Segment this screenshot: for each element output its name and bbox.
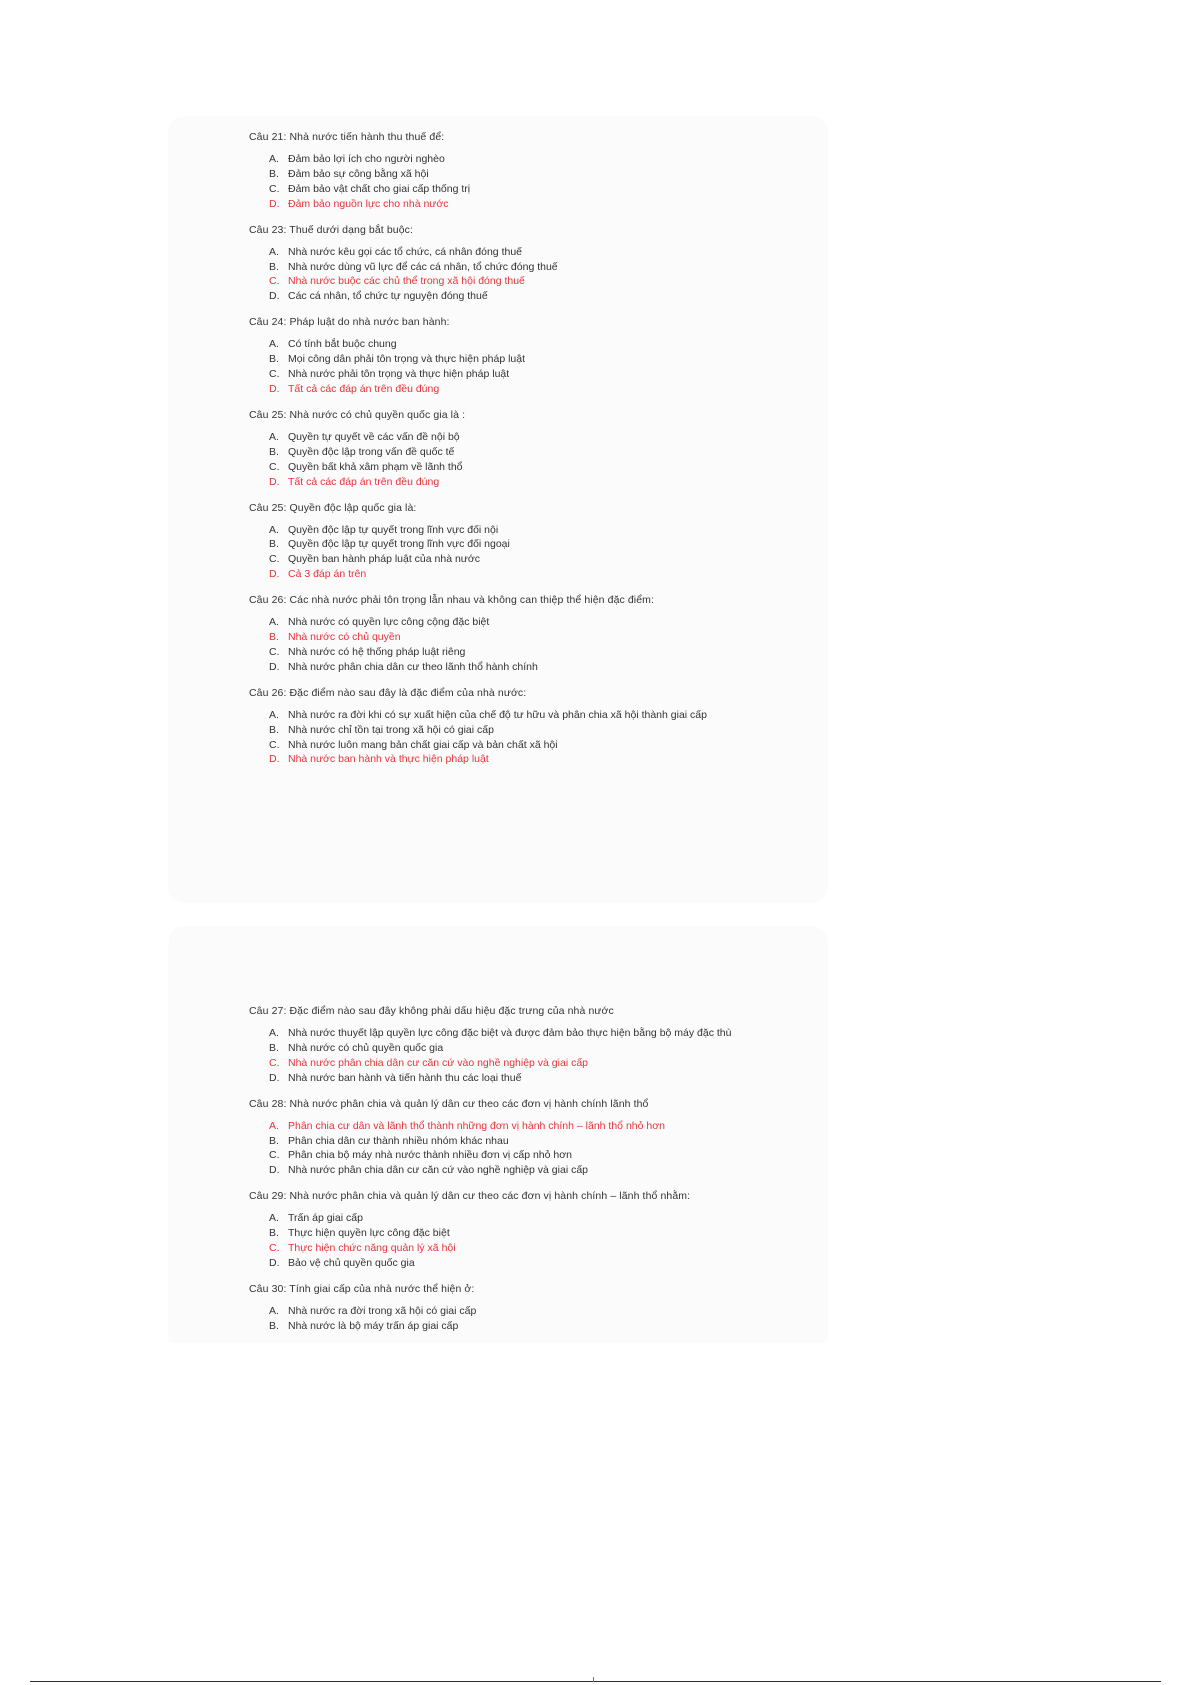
question-list [249, 130, 766, 778]
question-text: Câu 26: Đặc điểm nào sau đây là đặc điểm của nhà nước: [249, 686, 527, 699]
answer-option [269, 552, 766, 567]
answer-option [269, 1226, 766, 1241]
page-bottom-tick [593, 1677, 594, 1682]
option-text: Nhà nước có chủ quyền quốc gia [288, 1041, 444, 1054]
answer-option [269, 523, 766, 538]
option-text: Nhà nước luôn mang bản chất giai cấp và bản chất xã hội [288, 738, 558, 751]
option-text: Nhà nước ra đời trong xã hội có giai cấp [288, 1304, 477, 1317]
answer-option-correct [269, 197, 766, 212]
answer-option [269, 1071, 766, 1086]
question [249, 501, 766, 583]
option-text: Nhà nước phân chia dân cư căn cứ vào nghề nghiệp và giai cấp [288, 1164, 588, 1177]
option-text: Tất cả các đáp án trên đều đúng [288, 382, 440, 395]
quiz-card-1 [170, 118, 826, 901]
quiz-card-2 [170, 928, 826, 1341]
option-list [249, 152, 766, 212]
option-letter: B. [269, 1134, 279, 1147]
option-letter: D. [269, 382, 280, 395]
option-letter: D. [269, 660, 280, 673]
question-text: Câu 27: Đặc điểm nào sau đây không phải dấu hiệu đặc trưng của nhà nước [249, 1005, 614, 1017]
option-letter: C. [269, 1242, 280, 1255]
answer-option [269, 1134, 766, 1149]
answer-option [269, 1319, 766, 1334]
option-text: Nhà nước kêu gọi các tổ chức, cá nhân đóng thuế [288, 245, 523, 258]
question-text: Câu 25: Quyền độc lập quốc gia là: [249, 501, 417, 514]
answer-option [269, 537, 766, 552]
option-letter: B. [269, 538, 279, 551]
option-letter: A. [269, 430, 279, 443]
option-letter: A. [269, 708, 279, 721]
option-letter: C. [269, 182, 280, 195]
question-text: Câu 21: Nhà nước tiến hành thu thuế để: [249, 131, 445, 143]
option-letter: A. [269, 1027, 279, 1039]
answer-option [269, 660, 766, 675]
option-letter: B. [269, 1227, 279, 1240]
option-list [249, 245, 766, 305]
answer-option [269, 738, 766, 753]
option-text: Quyền độc lập tự quyết trong lĩnh vực đối nội [288, 523, 499, 536]
question [249, 1282, 766, 1334]
option-text: Trấn áp giai cấp [288, 1212, 363, 1225]
question-list [249, 1004, 766, 1341]
option-letter: C. [269, 1056, 280, 1069]
option-letter: C. [269, 645, 280, 658]
question [249, 1097, 766, 1179]
option-letter: A. [269, 1119, 279, 1132]
question [249, 408, 766, 490]
option-text: Nhà nước ra đời khi có sự xuất hiện của chế độ tư hữu và phân chia xã hội thành giai cấp [288, 708, 707, 721]
option-letter: C. [269, 460, 280, 473]
answer-option [269, 723, 766, 738]
option-text: Nhà nước dùng vũ lực để các cá nhân, tổ chức đóng thuế [288, 260, 558, 273]
question-text: Câu 26: Các nhà nước phải tôn trọng lẫn nhau và không can thiệp thể hiện đặc điểm: [249, 594, 655, 607]
answer-option-correct [269, 1241, 766, 1256]
answer-option [269, 367, 766, 382]
option-letter: B. [269, 723, 279, 736]
question [249, 130, 766, 212]
option-list [249, 708, 766, 768]
option-letter: A. [269, 153, 279, 165]
answer-option [269, 708, 766, 723]
option-letter: C. [269, 738, 280, 751]
question-text: Câu 30: Tính giai cấp của nhà nước thể hiện ở: [249, 1282, 475, 1295]
option-letter: D. [269, 753, 280, 766]
option-letter: B. [269, 631, 279, 644]
option-letter: A. [269, 1212, 279, 1225]
option-letter: A. [269, 616, 279, 629]
option-text: Đảm bảo vật chất cho giai cấp thống trị [288, 182, 471, 195]
option-text: Tất cả các đáp án trên đều đúng [288, 475, 440, 488]
option-text: Phân chia dân cư thành nhiều nhóm khác nhau [288, 1134, 509, 1147]
answer-option [269, 430, 766, 445]
option-text: Nhà nước phân chia dân cư theo lãnh thổ hành chính [288, 660, 538, 673]
question [249, 315, 766, 397]
answer-option [269, 460, 766, 475]
answer-option [269, 645, 766, 660]
question-text: Câu 24: Pháp luật do nhà nước ban hành: [249, 316, 450, 329]
option-text: Nhà nước có hệ thống pháp luật riêng [288, 645, 466, 658]
option-letter: B. [269, 260, 279, 273]
option-text: Nhà nước có quyền lực công cộng đặc biệt [288, 616, 490, 629]
option-text: Nhà nước phân chia dân cư căn cứ vào nghề nghiệp và giai cấp [288, 1056, 588, 1069]
question [249, 1004, 766, 1086]
option-letter: D. [269, 568, 280, 581]
option-text: Quyền độc lập trong vấn đề quốc tế [288, 445, 455, 458]
answer-option [269, 1026, 766, 1041]
page-bottom-rule [30, 1681, 1161, 1682]
answer-option-correct [269, 752, 766, 767]
option-text: Nhà nước thuyết lập quyền lực công đặc biệt và được đảm bảo thực hiện bằng bộ máy đặc thù [288, 1027, 732, 1039]
option-text: Cả 3 đáp án trên [288, 568, 367, 581]
option-text: Đảm bảo nguồn lực cho nhà nước [288, 197, 449, 210]
option-text: Nhà nước là bộ máy trấn áp giai cấp [288, 1319, 459, 1332]
option-text: Nhà nước ban hành và thực hiện pháp luật [288, 753, 489, 766]
answer-option [269, 167, 766, 182]
option-text: Quyền tự quyết về các vấn đề nội bộ [288, 430, 460, 443]
option-letter: D. [269, 290, 280, 303]
option-letter: A. [269, 338, 279, 351]
question [249, 593, 766, 675]
option-text: Đảm bảo lợi ích cho người nghèo [288, 153, 445, 165]
option-letter: B. [269, 445, 279, 458]
question-text: Câu 25: Nhà nước có chủ quyền quốc gia là : [249, 408, 466, 421]
answer-option [269, 245, 766, 260]
option-letter: A. [269, 245, 279, 258]
option-letter: D. [269, 1071, 280, 1084]
option-text: Bảo vệ chủ quyền quốc gia [288, 1256, 415, 1269]
option-text: Nhà nước ban hành và tiến hành thu các loại thuế [288, 1071, 522, 1084]
option-text: Quyền ban hành pháp luật của nhà nước [288, 553, 480, 566]
option-text: Nhà nước buộc các chủ thể trong xã hội đóng thuế [288, 275, 525, 288]
option-text: Các cá nhân, tổ chức tự nguyện đóng thuế [288, 290, 488, 303]
option-list [249, 337, 766, 397]
answer-option-correct [269, 274, 766, 289]
option-letter: C. [269, 553, 280, 566]
answer-option-correct [269, 1056, 766, 1071]
question [249, 1189, 766, 1271]
option-text: Đảm bảo sự công bằng xã hội [288, 167, 429, 180]
option-letter: B. [269, 1319, 279, 1332]
answer-option-correct [269, 630, 766, 645]
question [249, 223, 766, 305]
answer-option [269, 337, 766, 352]
answer-option [269, 260, 766, 275]
answer-option [269, 1163, 766, 1178]
answer-option [269, 352, 766, 367]
answer-option [269, 289, 766, 304]
option-text: Nhà nước phải tôn trọng và thực hiện pháp luật [288, 368, 510, 381]
answer-option [269, 1211, 766, 1226]
option-letter: C. [269, 368, 280, 381]
answer-option [269, 1148, 766, 1163]
option-text: Mọi công dân phải tôn trọng và thực hiện pháp luật [288, 353, 526, 366]
option-text: Thực hiện quyền lực công đặc biệt [288, 1227, 450, 1240]
answer-option-correct [269, 1119, 766, 1134]
option-letter: A. [269, 1304, 279, 1317]
answer-option [269, 445, 766, 460]
option-letter: C. [269, 1149, 280, 1162]
option-text: Nhà nước có chủ quyền [288, 631, 401, 644]
option-letter: B. [269, 167, 279, 180]
question-text: Câu 28: Nhà nước phân chia và quản lý dân cư theo các đơn vị hành chính lãnh thổ [249, 1097, 649, 1110]
option-letter: D. [269, 1256, 280, 1269]
option-list [249, 1119, 766, 1179]
answer-option [269, 615, 766, 630]
answer-option [269, 152, 766, 167]
answer-option [269, 182, 766, 197]
option-text: Có tính bắt buộc chung [288, 338, 397, 351]
option-letter: D. [269, 475, 280, 488]
option-letter: B. [269, 1041, 279, 1054]
option-letter: D. [269, 197, 280, 210]
option-letter: A. [269, 523, 279, 536]
answer-option [269, 1256, 766, 1271]
question [249, 686, 766, 768]
answer-option [269, 1304, 766, 1319]
option-list [249, 1026, 766, 1086]
option-text: Thực hiện chức năng quản lý xã hội [288, 1242, 456, 1255]
answer-option-correct [269, 382, 766, 397]
answer-option [269, 1041, 766, 1056]
option-list [249, 430, 766, 490]
option-text: Nhà nước chỉ tồn tại trong xã hội có giai cấp [288, 723, 494, 736]
option-list [249, 523, 766, 583]
option-text: Phân chia cư dân và lãnh thổ thành những đơn vị hành chính – lãnh thổ nhỏ hơn [288, 1119, 665, 1132]
option-letter: C. [269, 275, 280, 288]
question-text: Câu 23: Thuế dưới dạng bắt buộc: [249, 223, 414, 236]
question-text: Câu 29: Nhà nước phân chia và quản lý dân cư theo các đơn vị hành chính – lãnh thổ nhằm: [249, 1190, 691, 1203]
option-text: Phân chia bộ máy nhà nước thành nhiều đơn vị cấp nhỏ hơn [288, 1149, 572, 1162]
option-text: Quyền bất khả xâm phạm về lãnh thổ [288, 460, 463, 473]
option-list [249, 615, 766, 675]
option-letter: D. [269, 1164, 280, 1177]
option-text: Quyền độc lập tự quyết trong lĩnh vực đối ngoại [288, 538, 510, 551]
option-list [249, 1304, 766, 1334]
option-list [249, 1211, 766, 1271]
option-letter: B. [269, 353, 279, 366]
answer-option-correct [269, 475, 766, 490]
answer-option-correct [269, 567, 766, 582]
